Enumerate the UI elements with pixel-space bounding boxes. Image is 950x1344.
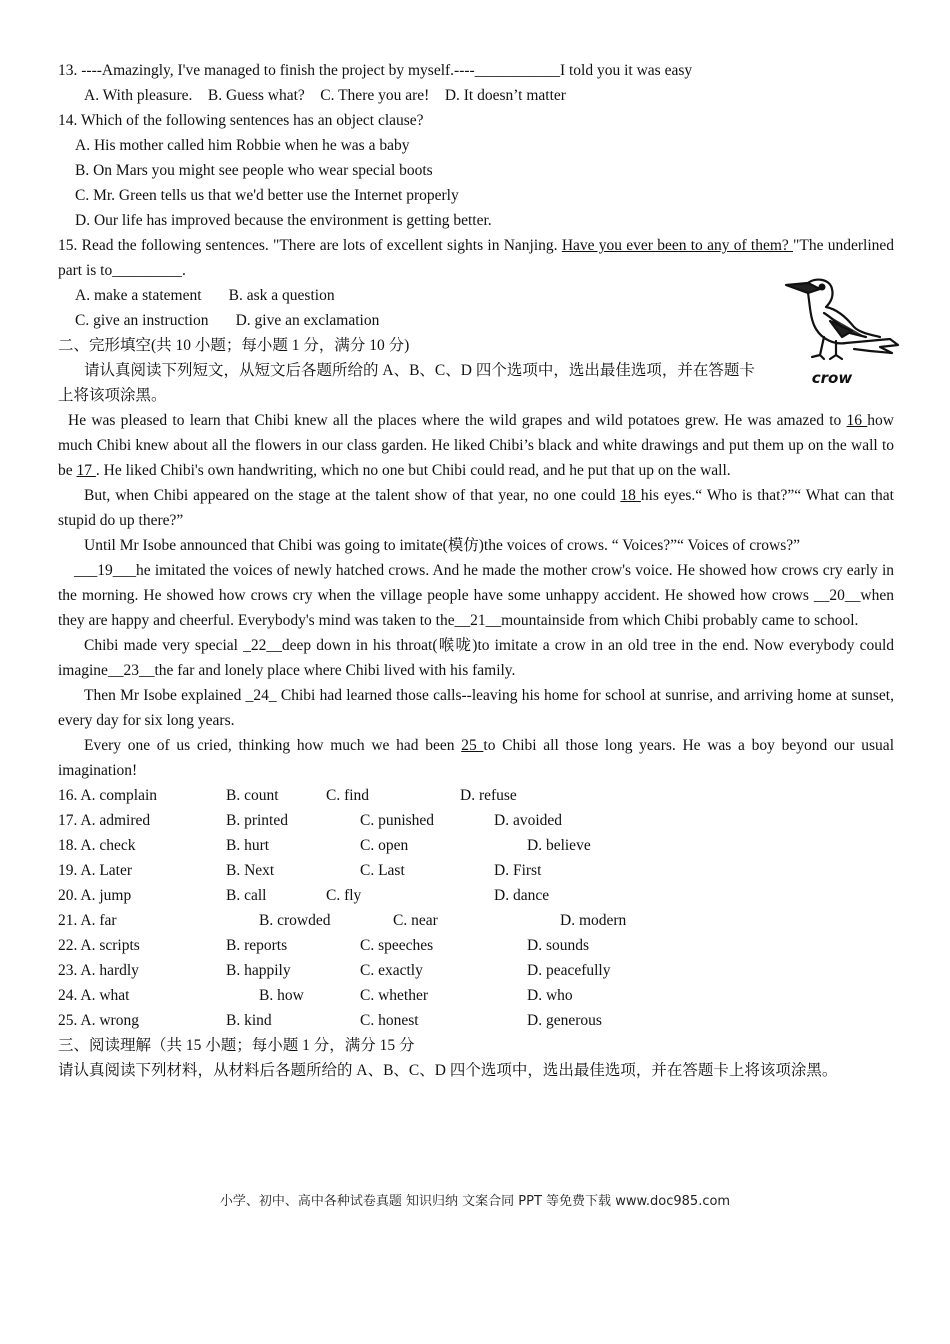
option-d: D. who xyxy=(527,987,573,1004)
option-d: D. peacefully xyxy=(527,962,611,979)
option-c: C. near xyxy=(393,912,438,929)
option-a: 17. A. admired xyxy=(58,812,151,829)
blank-16: 16 xyxy=(846,412,868,429)
option-a: 22. A. scripts xyxy=(58,937,140,954)
p4-text-b: when they are happy and cheerful. Everybody's mind was taken to the xyxy=(58,587,894,629)
p4-text-c: mountainside from which Chibi probably came to school. xyxy=(501,612,859,629)
option-a: 19. A. Later xyxy=(58,862,133,879)
option-c: C. exactly xyxy=(360,962,423,979)
p1-text-b: how much Chibi knew about all the flowers in our class garden. He liked Chibi’s black and white drawings and put them up on the wall to be xyxy=(58,412,894,479)
option-d: D. dance xyxy=(494,887,550,904)
exam-page xyxy=(58,58,894,1083)
q15-stem-b: "The underlined part is to xyxy=(58,237,895,279)
p6-text-a: Then Mr Isobe explained xyxy=(84,687,246,704)
p7-text-a: Every one of us cried, thinking how much we had been xyxy=(84,737,462,754)
option-d: D. refuse xyxy=(460,787,517,804)
blank-24: _24_ xyxy=(245,687,277,704)
p4-text-a: he imitated the voices of newly hatched crows. And he made the mother crow's voice. He showed how crows cry early in the morning. He showed how crows cry when the village people have some unhappy accident. He showed how crows xyxy=(58,562,894,604)
blank-20: __20__ xyxy=(813,587,861,604)
option-d: D. sounds xyxy=(527,937,590,954)
option-a: 24. A. what xyxy=(58,987,130,1004)
options-24 xyxy=(58,983,894,1008)
q14-option-d: D. Our life has improved because the environment is getting better. xyxy=(75,212,492,229)
p5-text-a: Chibi made very special xyxy=(84,637,244,654)
options-17 xyxy=(58,808,894,833)
option-c: C. punished xyxy=(360,812,435,829)
option-a: 23. A. hardly xyxy=(58,962,139,979)
option-c: C. whether xyxy=(360,987,429,1004)
passage-paragraph-3: Until Mr Isobe announced that Chibi was going to imitate(模仿)the voices of crows. “ Voices?”“ Voices of crows?” xyxy=(84,537,800,554)
q15-options-row2: C. give an instruction D. give an exclamation xyxy=(75,312,380,329)
q13-options: A. With pleasure. B. Guess what? C. There you are! D. It doesn’t matter xyxy=(84,87,566,104)
option-b: B. hurt xyxy=(226,837,270,854)
blank-18: 18 xyxy=(620,487,641,504)
blank-25: 25 xyxy=(461,737,484,754)
option-a: 16. A. complain xyxy=(58,787,158,804)
question-14: 14. Which of the following sentences has an object clause? xyxy=(58,112,424,129)
q15-underlined: Have you ever been to any of them? xyxy=(561,237,794,254)
options-16 xyxy=(58,783,894,808)
section-2-instruction: 请认真阅读下列短文，从短文后各题所给的 A、B、C、D 四个选项中，选出最佳选项，并在答题卡上将该项涂黑。 xyxy=(58,362,755,404)
q15-stem-a: 15. Read the following sentences. "There are lots of excellent sights in Nanjing. xyxy=(58,237,562,254)
option-b: B. call xyxy=(226,887,267,904)
p2-text-b: his eyes.“ Who is that?”“ What can that stupid do up there?” xyxy=(58,487,894,529)
passage-paragraph-5 xyxy=(58,633,894,683)
option-b: B. happily xyxy=(226,962,291,979)
options-22 xyxy=(58,933,894,958)
q15-end: . xyxy=(182,262,186,279)
option-d: D. First xyxy=(494,862,542,879)
option-a: 20. A. jump xyxy=(58,887,132,904)
option-d: D. believe xyxy=(527,837,591,854)
option-d: D. generous xyxy=(527,1012,602,1029)
p6-text-b: Chibi had learned those calls--leaving his home for school at sunrise, and arriving home at sunset, every day for six long years. xyxy=(58,687,894,729)
option-d: D. avoided xyxy=(494,812,563,829)
option-b: B. reports xyxy=(226,937,288,954)
blank-22: _22__ xyxy=(243,637,282,654)
passage-paragraph-2 xyxy=(58,483,894,533)
question-15 xyxy=(58,233,894,283)
options-21 xyxy=(58,908,894,933)
option-c: C. Last xyxy=(360,862,405,879)
passage-paragraph-1 xyxy=(58,408,894,483)
blank-23: __23__ xyxy=(107,662,155,679)
option-b: B. printed xyxy=(226,812,288,829)
q15-options-row1: A. make a statement B. ask a question xyxy=(75,287,335,304)
crow-illustration xyxy=(780,275,906,387)
q13-blank: ___________ xyxy=(474,62,560,79)
p7-text-b: to Chibi all those long years. He was a boy beyond our usual imagination! xyxy=(58,737,894,779)
q14-option-a: A. His mother called him Robbie when he was a baby xyxy=(75,137,410,154)
options-20 xyxy=(58,883,894,908)
options-25 xyxy=(58,1008,894,1033)
option-c: C. find xyxy=(326,787,370,804)
option-b: B. kind xyxy=(226,1012,272,1029)
option-a: 25. A. wrong xyxy=(58,1012,139,1029)
blank-21: __21__ xyxy=(454,612,502,629)
passage-paragraph-6 xyxy=(58,683,894,733)
p5-text-b: deep down in his throat(喉咙)to imitate a crow in an old tree in the end. Now everybody could imagine xyxy=(58,637,895,679)
question-13 xyxy=(58,58,894,83)
p5-text-c: the far and lonely place where Chibi lived with his family. xyxy=(154,662,516,679)
blank-19: ___19___ xyxy=(74,562,136,579)
option-b: B. how xyxy=(259,987,304,1004)
p2-text-a: But, when Chibi appeared on the stage at the talent show of that year, no one could xyxy=(84,487,621,504)
option-b: B. count xyxy=(226,787,279,804)
option-a: 21. A. far xyxy=(58,912,117,929)
options-23 xyxy=(58,958,894,983)
option-c: C. fly xyxy=(326,887,362,904)
section-3-instruction: 请认真阅读下列材料，从材料后各题所给的 A、B、C、D 四个选项中，选出最佳选项，并在答题卡上将该项涂黑。 xyxy=(58,1062,838,1079)
p1-text-c: . He liked Chibi's own handwriting, which no one but Chibi could read, and he put that up on the wall. xyxy=(95,462,731,479)
option-c: C. open xyxy=(360,837,409,854)
options-18 xyxy=(58,833,894,858)
crow-label: crow xyxy=(811,369,853,387)
p1-text-a: He was pleased to learn that Chibi knew all the places where the wild grapes and wild potatoes grew. He was amazed to xyxy=(68,412,847,429)
passage-paragraph-4 xyxy=(58,558,894,633)
section-2-heading: 二、完形填空(共 10 小题；每小题 1 分，满分 10 分) xyxy=(58,337,410,354)
option-c: C. speeches xyxy=(360,937,434,954)
blank-17: 17 xyxy=(76,462,96,479)
option-c: C. honest xyxy=(360,1012,419,1029)
option-a: 18. A. check xyxy=(58,837,136,854)
footer-note: 小学、初中、高中各种试卷真题 知识归纳 文案合同 PPT 等免费下载 www.doc985.com xyxy=(219,1194,731,1209)
section-3-heading: 三、阅读理解（共 15 小题；每小题 1 分，满分 15 分 xyxy=(58,1037,415,1054)
crow-icon xyxy=(780,275,906,387)
q14-option-b: B. On Mars you might see people who wear special boots xyxy=(75,162,433,179)
q13-stem-a: 13. ----Amazingly, I've managed to finish the project by myself.---- xyxy=(58,62,475,79)
q15-blank: _________ xyxy=(112,262,182,279)
option-b: B. crowded xyxy=(259,912,331,929)
option-b: B. Next xyxy=(226,862,275,879)
options-19 xyxy=(58,858,894,883)
option-d: D. modern xyxy=(560,912,627,929)
passage-paragraph-7 xyxy=(58,733,894,783)
q14-option-c: C. Mr. Green tells us that we'd better use the Internet properly xyxy=(75,187,459,204)
q13-stem-b: I told you it was easy xyxy=(559,62,693,79)
